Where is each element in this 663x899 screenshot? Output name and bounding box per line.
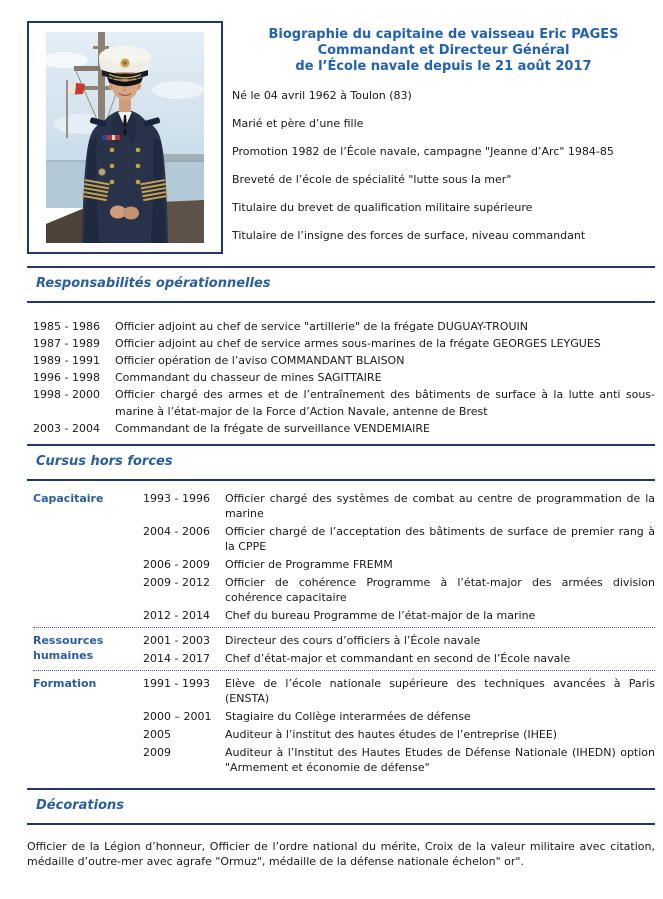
section-heading: Décorations (36, 798, 125, 813)
section-heading: Responsabilités opérationnelles (36, 276, 271, 291)
section-heading: Cursus hors forces (36, 454, 173, 469)
description-cell: Officier de Programme FREMM (225, 558, 393, 571)
years-cell: 2004 - 2006 (143, 525, 210, 538)
description-cell: Chef du bureau Programme de l’état-major de la marine (225, 609, 536, 622)
table-row (33, 335, 655, 352)
description-cell: Auditeur à l’institut des hautes études de l’entreprise (IHEE) (225, 728, 558, 741)
table-row (143, 524, 655, 554)
operational-table (33, 318, 655, 437)
years-cell: 2009 (143, 746, 171, 759)
bio-line: Né le 04 avril 1962 à Toulon (83) (232, 89, 412, 102)
bio-line: Promotion 1982 de l’École navale, campagne "Jeanne d’Arc" 1984-85 (232, 145, 614, 158)
description-cell: Stagiaire du Collège interarmées de défense (225, 710, 471, 723)
description-cell: Elève de l’école nationale supérieure des techniques avancées à Paris (ENSTA) (225, 677, 655, 705)
ribbon-bar-icon (102, 135, 120, 140)
section-cursus-hors-forces (27, 444, 655, 779)
description-cell: Commandant de la frégate de surveillance VENDEMIAIRE (115, 422, 430, 435)
years-cell: 1993 - 1996 (143, 492, 210, 505)
title-line-2: Commandant et Directeur Général (317, 43, 570, 58)
section-divider (27, 479, 655, 481)
title-line-1: Biographie du capitaine de vaisseau Eric PAGES (268, 27, 619, 42)
years-cell: 1985 - 1986 (33, 320, 100, 333)
table-row (143, 651, 655, 666)
years-cell: 2000 – 2001 (143, 710, 212, 723)
section-divider (27, 266, 655, 268)
cursus-table (33, 491, 655, 779)
table-row (33, 352, 655, 369)
bio-line: Titulaire du brevet de qualification militaire supérieure (232, 201, 533, 214)
years-cell: 2009 - 2012 (143, 576, 210, 589)
cursus-group-ressources-humaines (33, 627, 655, 670)
section-responsabilites-operationnelles (27, 266, 655, 437)
section-divider (27, 788, 655, 790)
description-cell: Officier opération de l’aviso COMMANDANT BLAISON (115, 354, 405, 367)
table-row (33, 420, 655, 437)
years-cell: 1991 - 1993 (143, 677, 210, 690)
years-cell: 2006 - 2009 (143, 558, 210, 571)
cursus-group-formation (33, 670, 655, 779)
decorations-text: Officier de la Légion d’honneur, Officier de l’ordre national du mérite, Croix de la valeur militaire avec citation, médaille d’outre-mer avec agrafe "Ormuz", médaille de la défense nationale échelon" or". (27, 840, 655, 868)
section-divider (27, 823, 655, 825)
years-cell: 2014 - 2017 (143, 652, 210, 665)
table-row (33, 369, 655, 386)
table-row (143, 709, 655, 724)
years-cell: 2003 - 2004 (33, 422, 100, 435)
description-cell: Officier de cohérence Programme à l’état-major des armées division cohérence capacitaire (225, 576, 655, 604)
bio-line: Titulaire de l’insigne des forces de surface, niveau commandant (232, 229, 586, 242)
description-cell: Officier adjoint au chef de service armes sous-marines de la frégate GEORGES LEYGUES (115, 337, 601, 350)
page-title (232, 27, 655, 75)
description-cell: Chef d’état-major et commandant en second de l’École navale (225, 652, 571, 665)
description-cell: Officier adjoint au chef de service "artillerie" de la frégate DUGUAY-TROUIN (115, 320, 528, 333)
table-row (143, 491, 655, 521)
intro-block (223, 21, 655, 243)
portrait-frame (27, 21, 223, 254)
years-cell: 2005 (143, 728, 171, 741)
description-cell: Officier chargé des armes et de l’entraînement des bâtiments de surface à la lutte anti sous-marine à l’état-major de la Force d’Action Navale, antenne de Brest (115, 388, 655, 418)
section-decorations (27, 788, 655, 869)
table-row (143, 676, 655, 706)
years-cell: 2001 - 2003 (143, 634, 210, 647)
category-label: Ressources humaines (33, 634, 104, 662)
years-cell: 1998 - 2000 (33, 388, 100, 401)
bio-line: Breveté de l’école de spécialité "lutte sous la mer" (232, 173, 512, 186)
table-row (33, 386, 655, 420)
table-row (143, 575, 655, 605)
years-cell: 1996 - 1998 (33, 371, 100, 384)
description-cell: Officier chargé de l’acceptation des bâtiments de surface de premier rang à la CPPE (225, 525, 655, 553)
category-label: Capacitaire (33, 492, 104, 505)
cursus-group-capacitaire (33, 491, 655, 627)
top-block (27, 21, 655, 254)
category-label: Formation (33, 677, 97, 690)
bio-line: Marié et père d’une fille (232, 117, 364, 130)
section-divider (27, 301, 655, 303)
table-row (143, 745, 655, 775)
table-row (143, 608, 655, 623)
section-divider (27, 444, 655, 446)
title-line-3: de l’École navale depuis le 21 août 2017 (295, 59, 592, 74)
description-cell: Commandant du chasseur de mines SAGITTAIRE (115, 371, 382, 384)
description-cell: Officier chargé des systèmes de combat au centre de programmation de la marine (225, 492, 655, 520)
description-cell: Auditeur à l’Institut des Hautes Etudes de Défense Nationale (IHEDN) option "Armement et économie de défense" (225, 746, 655, 774)
table-row (143, 727, 655, 742)
table-row (143, 557, 655, 572)
table-row (33, 318, 655, 335)
years-cell: 1989 - 1991 (33, 354, 100, 367)
years-cell: 1987 - 1989 (33, 337, 100, 350)
officer-portrait-photo (46, 32, 204, 243)
description-cell: Directeur des cours d’officiers à l’École navale (225, 634, 481, 647)
table-row (143, 633, 655, 648)
years-cell: 2012 - 2014 (143, 609, 210, 622)
bio-summary (232, 89, 655, 243)
